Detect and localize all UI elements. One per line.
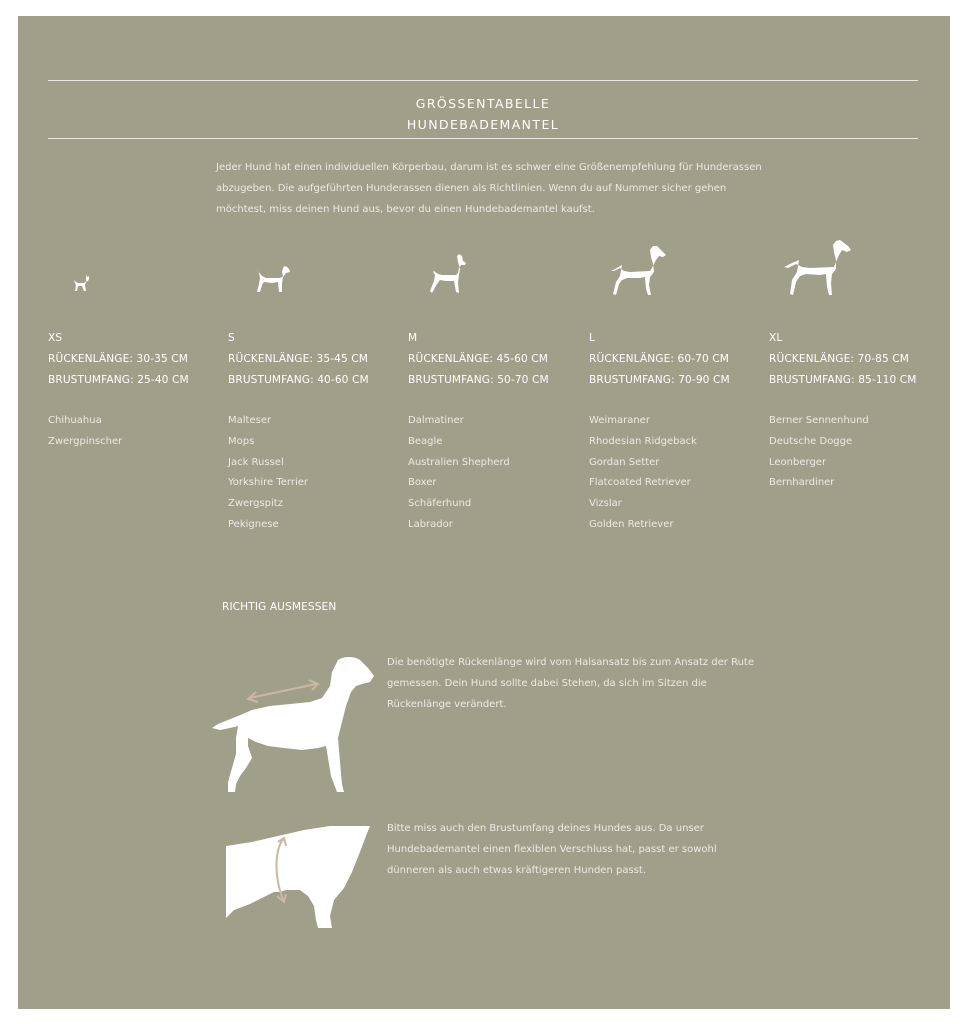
chest-girth: BRUSTUMFANG: 70-90 CM (589, 374, 730, 386)
bottom-divider (48, 138, 918, 139)
back-length: RÜCKENLÄNGE: 70-85 CM (769, 353, 910, 365)
breed-list (48, 411, 233, 453)
measure-title: RICHTIG AUSMESSEN (222, 601, 337, 613)
size-chart-panel (18, 16, 950, 1009)
back-length: RÜCKENLÄNGE: 60-70 CM (589, 353, 730, 365)
breed-item: Boxer (408, 477, 437, 489)
breed-item: Labrador (408, 518, 453, 530)
breed-item: Vizslar (589, 498, 622, 510)
xl-dog-icon (782, 238, 854, 296)
breed-item: Chihuahua (48, 415, 102, 426)
breed-item: Berner Sennenhund (769, 415, 869, 426)
breed-item: Bernhardiner (769, 477, 835, 489)
breed-item: Malteser (228, 415, 272, 426)
breed-item: Golden Retriever (589, 518, 674, 530)
breed-item: Dalmatiner (408, 415, 464, 426)
chest-girth: BRUSTUMFANG: 85-110 CM (769, 374, 917, 386)
size-label: M (408, 332, 418, 344)
breed-item: Rhodesian Ridgeback (589, 435, 697, 447)
size-label: L (589, 332, 596, 344)
small-dog-icon (254, 265, 292, 293)
size-column-m (408, 328, 593, 536)
size-column-l (589, 328, 774, 536)
back-length: RÜCKENLÄNGE: 30-35 CM (48, 353, 189, 365)
size-column-s (228, 328, 413, 536)
breed-item: Weimaraner (589, 415, 650, 426)
intro-text: Jeder Hund hat einen individuellen Körperbau, darum ist es schwer eine Größenempfehlung für Hunderassen abzugeben. Die aufgeführten Hunderassen dienen als Richtlinien. Wenn du auf Nummer sicher gehen möchtest, miss deinen Hund aus, bevor du einen Hundebademantel kaufst. (216, 162, 762, 215)
breed-item: Zwergspitz (228, 498, 283, 510)
breed-item: Flatcoated Retriever (589, 477, 691, 489)
breed-item: Schäferhund (408, 498, 472, 510)
breed-list (589, 411, 774, 536)
chest-girth: BRUSTUMFANG: 50-70 CM (408, 374, 549, 386)
breed-item: Gordan Setter (589, 456, 660, 468)
large-dog-icon (608, 244, 668, 296)
breed-item: Pekignese (228, 518, 279, 530)
page-title (48, 93, 918, 135)
chest-girth: BRUSTUMFANG: 25-40 CM (48, 374, 189, 386)
breed-item: Yorkshire Terrier (228, 477, 308, 489)
size-label: XS (48, 332, 63, 344)
chest-girth-dog-icon (222, 824, 372, 930)
back-length: RÜCKENLÄNGE: 45-60 CM (408, 353, 549, 365)
back-length-text: Die benötigte Rückenlänge wird vom Halsansatz bis zum Ansatz der Rute gemessen. Dein Hund sollte dabei Stehen, da sich im Sitzen die Rückenlänge verändert. (387, 657, 754, 710)
chihuahua-icon (72, 273, 92, 293)
breed-item: Mops (228, 435, 255, 447)
title-line-2: HUNDEBADEMANTEL (406, 117, 560, 132)
breed-item: Deutsche Dogge (769, 435, 853, 447)
breed-item: Beagle (408, 435, 443, 447)
breed-item: Jack Russel (228, 456, 284, 468)
medium-dog-icon (428, 253, 470, 295)
size-column-xs (48, 328, 233, 453)
size-label: XL (769, 332, 783, 344)
breed-item: Australien Shepherd (408, 456, 510, 468)
breed-item: Zwergpinscher (48, 435, 123, 447)
size-column-xl (769, 328, 954, 494)
size-label: S (228, 332, 235, 344)
top-divider (48, 80, 918, 81)
breed-item: Leonberger (769, 456, 827, 468)
breed-list (228, 411, 413, 536)
chest-girth-text: Bitte miss auch den Brustumfang deines Hundes aus. Da unser Hundebademantel einen flexiblen Verschluss hat, passt er sowohl dünneren als auch etwas kräftigeren Hunden passt. (387, 823, 717, 876)
back-length: RÜCKENLÄNGE: 35-45 CM (228, 353, 369, 365)
breed-list (769, 411, 954, 494)
chest-girth: BRUSTUMFANG: 40-60 CM (228, 374, 369, 386)
back-length-dog-icon (210, 654, 376, 796)
title-line-1: GRÖSSENTABELLE (415, 96, 551, 111)
breed-list (408, 411, 593, 536)
